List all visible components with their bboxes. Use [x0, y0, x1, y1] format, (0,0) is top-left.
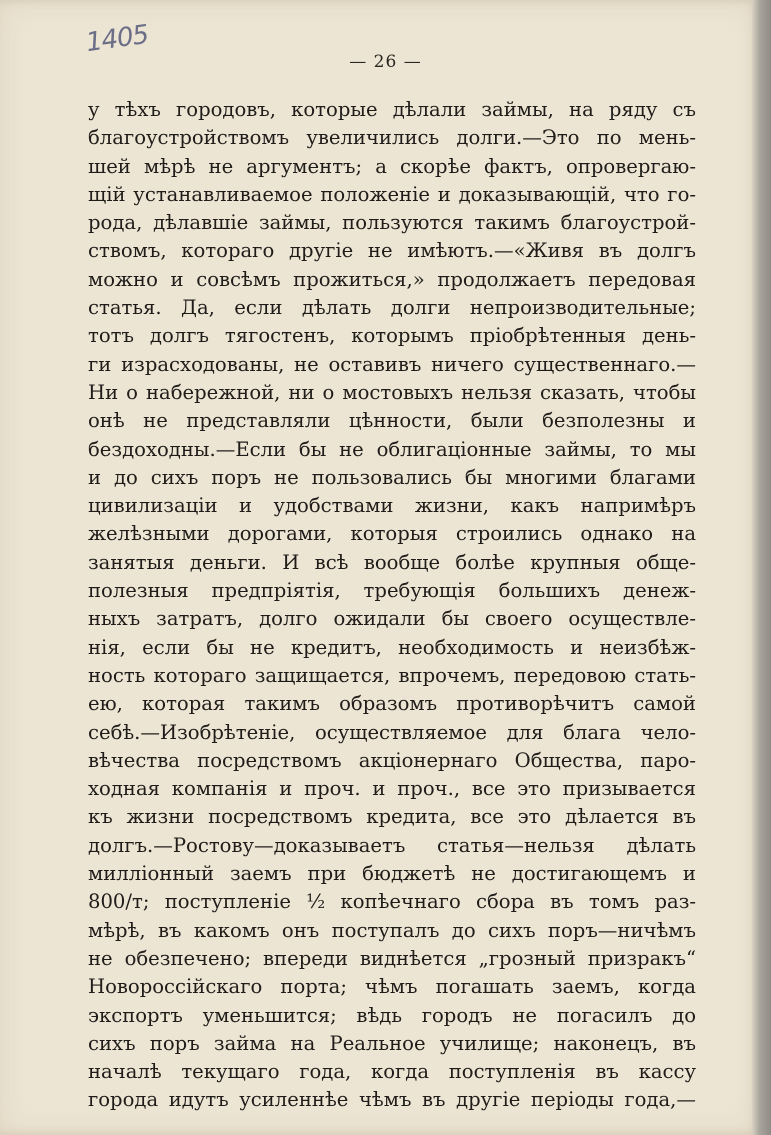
text-line: сихъ поръ займа на Реальное училище; наконецъ, въ: [88, 1031, 696, 1055]
text-line: долгъ.—Ростову—доказываетъ статья—нельзя дѣлать: [88, 833, 696, 857]
text-line: тотъ долгъ тягостенъ, которымъ пріобрѣтенныя день-: [88, 324, 696, 348]
text-line: цивилизаціи и удобствами жизни, какъ напримѣръ: [88, 494, 696, 518]
text-line: милліонный заемъ при бюджетѣ не достигающемъ и: [88, 862, 696, 886]
text-line: и до сихъ поръ не пользовались бы многими благами: [88, 465, 696, 489]
text-line: нія, если бы не кредитъ, необходимость и неизбѣж-: [88, 635, 696, 659]
text-line: не обезпечено; впереди виднѣется „грозный призракъ“: [88, 946, 696, 970]
text-line: щій устанавливаемое положеніе и доказывающій, что го-: [88, 182, 696, 206]
text-line: статья. Да, если дѣлать долги непроизводительные;: [88, 296, 696, 320]
text-line: ность котораго защищается, впрочемъ, передовою стать-: [88, 663, 696, 687]
text-line: себѣ.—Изобрѣтеніе, осуществляемое для блага чело-: [88, 720, 696, 744]
text-line: рода, дѣлавшіе займы, пользуются такимъ благоустрой-: [88, 211, 696, 235]
text-line: началѣ текущаго года, когда поступленія въ кассу: [88, 1060, 696, 1084]
text-line: у тѣхъ городовъ, которые дѣлали займы, на ряду съ: [88, 98, 696, 121]
text-line: къ жизни посредствомъ кредита, все это дѣлается въ: [88, 805, 696, 829]
text-line: шей мѣрѣ не аргументъ; а скорѣе фактъ, опровергаю-: [88, 154, 696, 178]
text-line: города идутъ усиленнѣе чѣмъ въ другіе періоды года,—: [88, 1088, 696, 1112]
text-line: ги израсходованы, не оставивъ ничего существеннаго.—: [88, 352, 696, 376]
page-edge: [752, 0, 771, 1135]
text-line: вѣчества посредствомъ акціонернаго Общества, паро-: [88, 748, 696, 772]
text-line: благоустройствомъ увеличились долги.—Это по мень-: [88, 126, 696, 150]
text-line: занятыя деньги. И всѣ вообще болѣе крупныя обще-: [88, 550, 696, 574]
text-line: экспортъ уменьшится; вѣдь городъ не погасилъ до: [88, 1003, 696, 1027]
text-line: можно и совсѣмъ прожиться,» продолжаетъ передовая: [88, 267, 696, 291]
page-number: — 26 —: [349, 52, 422, 72]
text-line: 800/т; поступленіе ½ копѣечнаго сбора въ томъ раз-: [88, 890, 696, 914]
handwritten-page-note: 1405: [84, 19, 150, 59]
text-line: ныхъ затратъ, долго ожидали бы своего осуществле-: [88, 607, 696, 631]
text-line: бездоходны.—Если бы не облигаціонные займы, то мы: [88, 437, 696, 461]
text-line: желѣзными дорогами, которыя строились однако на: [88, 522, 696, 546]
text-line: Ни о набережной, ни о мостовыхъ нельзя сказать, чтобы: [88, 380, 696, 404]
text-line: полезныя предпріятія, требующія большихъ денеж-: [88, 579, 696, 603]
body-text: [88, 96, 696, 1115]
text-line: ею, которая такимъ образомъ противорѣчитъ самой: [88, 692, 696, 716]
text-line: Новороссійскаго порта; чѣмъ погашать заемъ, когда: [88, 975, 696, 999]
text-line: ходная компанія и проч. и проч., все это призывается: [88, 777, 696, 801]
text-line: онѣ не представляли цѣнности, были безполезны и: [88, 409, 696, 433]
text-line: ствомъ, котораго другіе не имѣютъ.—«Живя въ долгъ: [88, 239, 696, 263]
text-line: мѣрѣ, въ какомъ онъ поступалъ до сихъ поръ—ничѣмъ: [88, 918, 696, 942]
